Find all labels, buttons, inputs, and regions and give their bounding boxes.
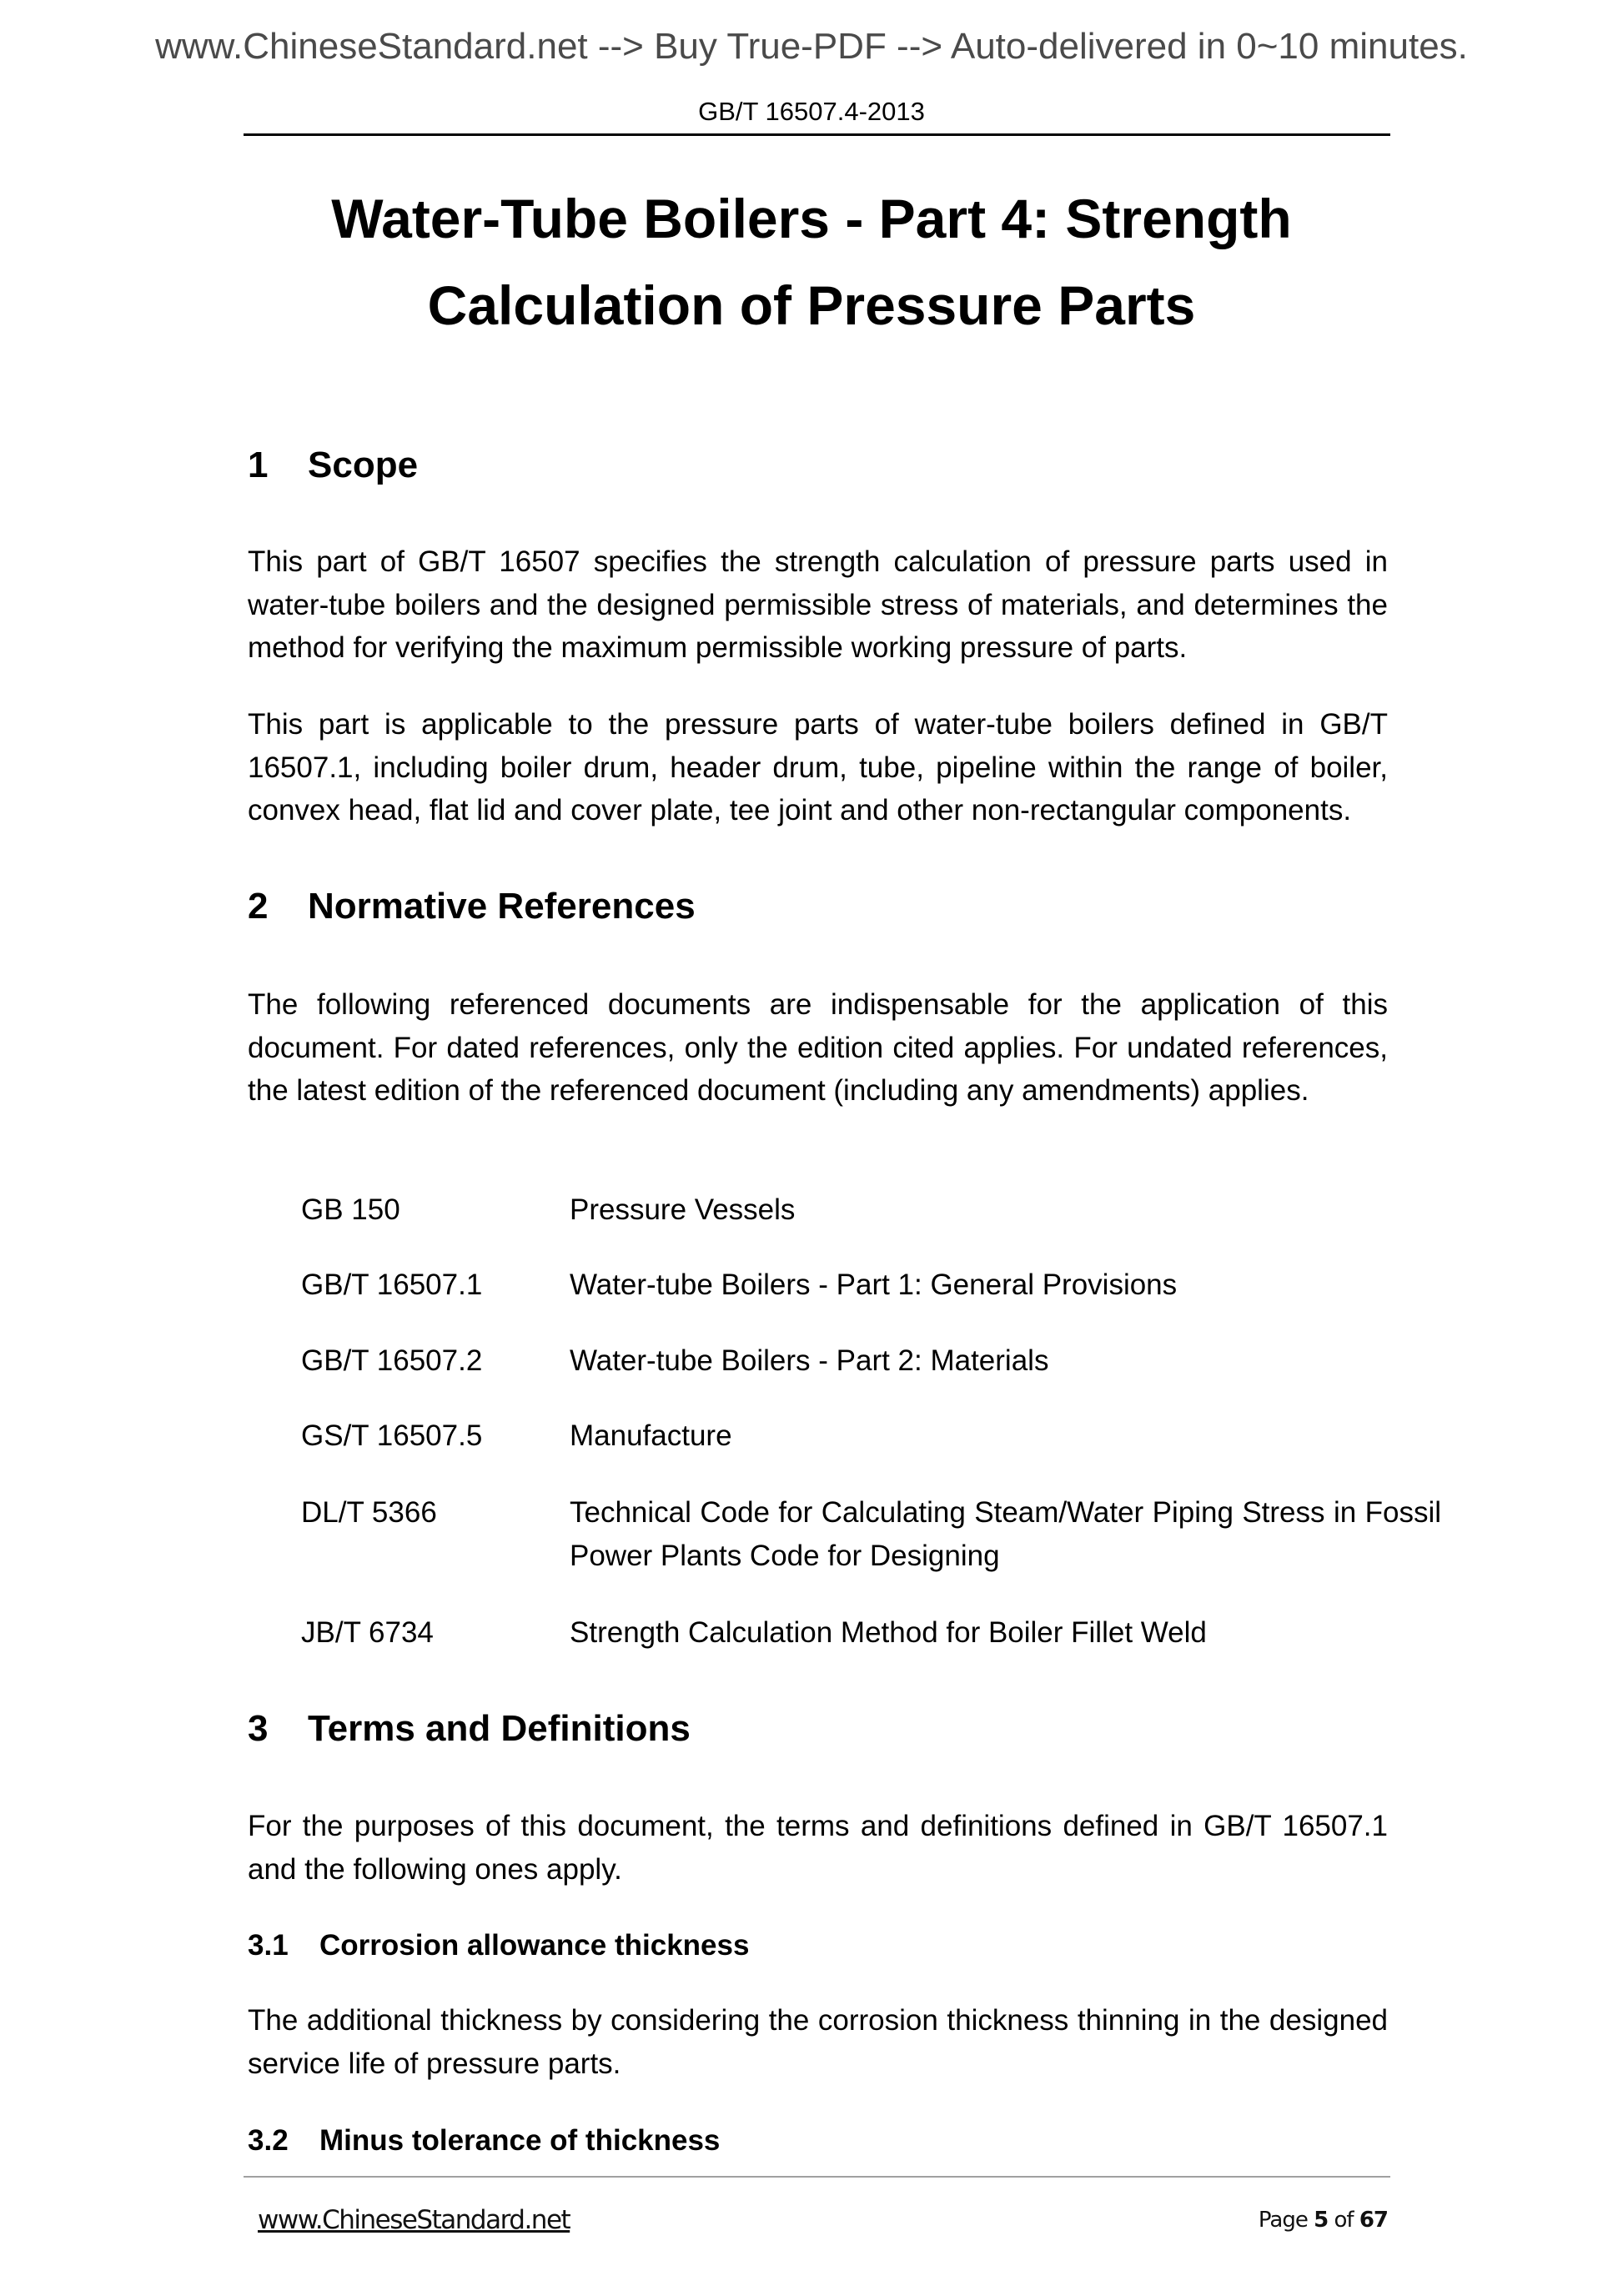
document-title-line1: Water-Tube Boilers - Part 4: Strength — [331, 188, 1292, 249]
footer-divider — [244, 2176, 1390, 2178]
corrosion-allowance-definition: The additional thickness by considering the corrosion thickness thinning in the designed service life of pressure parts. — [248, 2004, 1388, 2080]
section-title: Terms and Definitions — [308, 1708, 691, 1749]
section-heading-scope — [248, 444, 418, 487]
section-number: 3 — [248, 1708, 269, 1749]
reference-code: GB/T 16507.2 — [301, 1344, 483, 1377]
section-heading-normative-references — [248, 885, 696, 928]
reference-code: JB/T 6734 — [301, 1616, 434, 1649]
reference-title: Water-tube Boilers - Part 2: Materials — [570, 1344, 1049, 1377]
subsection-number: 3.1 — [248, 1929, 289, 1962]
reference-title: Water-tube Boilers - Part 1: General Provisions — [570, 1269, 1178, 1301]
subsection-title: Corrosion allowance thickness — [319, 1929, 750, 1962]
page-current: 5 — [1314, 2208, 1329, 2233]
section-number: 1 — [248, 445, 269, 485]
subsection-number: 3.2 — [248, 2124, 289, 2157]
footer-website-link[interactable]: www.ChineseStandard.net — [258, 2205, 570, 2235]
reference-title: Pressure Vessels — [570, 1193, 796, 1226]
normative-intro-paragraph: The following referenced documents are indispensable for the application of this document. For dated references, only the edition cited applies. For undated references, the latest edition of the referenced document (including any amendments) applies. — [248, 988, 1388, 1107]
standard-code-header: GB/T 16507.4-2013 — [698, 97, 925, 126]
page-indicator — [1259, 2205, 1388, 2235]
reference-title: Technical Code for Calculating Steam/Water Piping Stress in Fossil Power Plants Code for Designing — [570, 1496, 1441, 1572]
page-prefix: Page — [1258, 2208, 1314, 2233]
subsection-heading-corrosion-allowance — [248, 1927, 749, 1964]
scope-paragraph-1: This part of GB/T 16507 specifies the strength calculation of pressure parts used in water-tube boilers and the designed permissible stress of materials, and determines the method for verifying the maximum permissible working pressure of parts. — [248, 545, 1388, 664]
terms-intro-paragraph: For the purposes of this document, the terms and definitions defined in GB/T 16507.1 and the following ones apply. — [248, 1810, 1388, 1886]
section-title: Normative References — [308, 886, 696, 927]
document-title-line2: Calculation of Pressure Parts — [427, 274, 1196, 336]
section-title: Scope — [308, 445, 419, 485]
subsection-heading-minus-tolerance — [248, 2123, 720, 2159]
section-number: 2 — [248, 886, 269, 927]
reference-title: Strength Calculation Method for Boiler Fillet Weld — [570, 1616, 1207, 1649]
reference-code: DL/T 5366 — [301, 1496, 437, 1529]
watermark-banner: www.ChineseStandard.net --> Buy True-PDF --> Auto-delivered in 0~10 minutes. — [155, 26, 1468, 67]
section-heading-terms-definitions — [248, 1707, 691, 1751]
subsection-title: Minus tolerance of thickness — [319, 2124, 721, 2157]
scope-paragraph-2: This part is applicable to the pressure parts of water-tube boilers defined in GB/T 16507.1, including boiler drum, header drum, tube, pipeline within the range of boiler, convex head, flat lid and cover plate, tee joint and other non-rectangular components. — [248, 708, 1388, 826]
reference-code: GB/T 16507.1 — [301, 1269, 483, 1301]
page-total: 67 — [1359, 2208, 1388, 2233]
reference-code: GS/T 16507.5 — [301, 1419, 483, 1452]
reference-title: Manufacture — [570, 1419, 732, 1452]
reference-code: GB 150 — [301, 1193, 400, 1226]
page-of: of — [1328, 2208, 1359, 2233]
header-divider — [244, 133, 1390, 136]
